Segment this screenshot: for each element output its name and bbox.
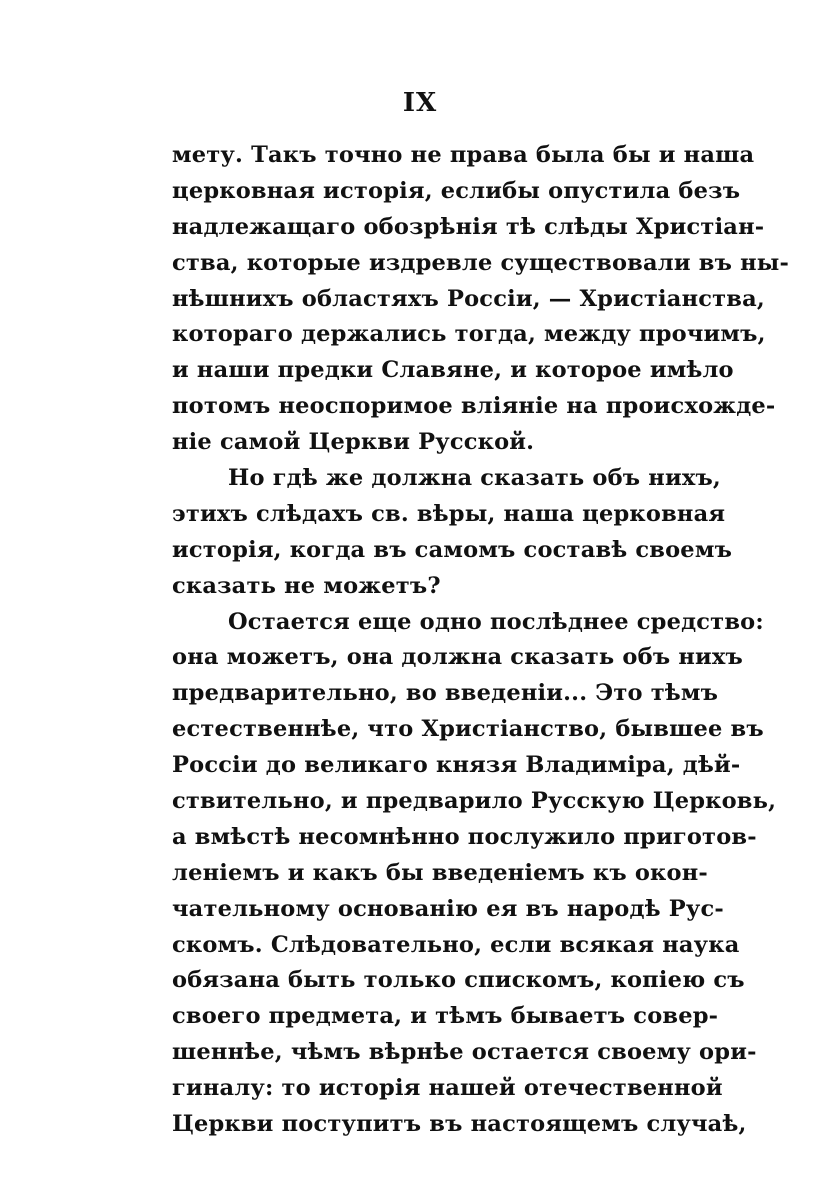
text-line: Остается еще одно послѣднее средство: [228, 608, 764, 635]
text-line: шеннѣе, чѣмъ вѣрнѣе остается своему ори- [172, 1039, 757, 1066]
body-text [172, 138, 790, 1143]
text-line: мету. Такъ точно не права была бы и наша [172, 142, 755, 168]
text-line: ніе самой Церкви Русской. [172, 429, 535, 456]
text-line: скомъ. Слѣдовательно, если всякая наука [172, 931, 740, 958]
text-line: нѣшнихъ областяхъ Россіи, — Христіанства, [172, 285, 765, 312]
text-line: церковная исторія, еслибы опустила безъ [172, 177, 741, 204]
text-line: Но гдѣ же должна сказать объ нихъ, [228, 465, 721, 492]
text-line: обязана быть только спискомъ, копіею съ [172, 967, 745, 994]
text-line: она можетъ, она должна сказать объ нихъ [172, 644, 743, 671]
text-line: надлежащаго обозрѣнія тѣ слѣды Христіан- [172, 213, 765, 240]
text-line: естественнѣе, что Христіанство, бывшее въ [172, 716, 764, 743]
text-line: исторія, когда въ самомъ составѣ своемъ [172, 536, 733, 563]
text-line: а вмѣстѣ несомнѣнно послужило приготов- [172, 823, 757, 850]
text-line: леніемъ и какъ бы введеніемъ къ окон- [172, 859, 708, 886]
text-line: предварительно, во введеніи... Это тѣмъ [172, 680, 719, 707]
text-line: котораго держались тогда, между прочимъ, [172, 321, 766, 348]
text-line: этихъ слѣдахъ св. вѣры, наша церковная [172, 500, 726, 527]
text-line: сказать не можетъ? [172, 572, 441, 599]
text-line: ствительно, и предварило Русскую Церковь, [172, 788, 777, 815]
text-line: своего предмета, и тѣмъ бываетъ совер- [172, 1003, 719, 1030]
page-number: IX [402, 88, 438, 118]
text-line: и наши предки Славяне, и которое имѣло [172, 357, 734, 384]
text-line: Церкви поступитъ въ настоящемъ случаѣ, [172, 1111, 747, 1138]
text-line: потомъ неоспоримое вліяніе на происхожде- [172, 393, 776, 420]
text-line: чательному основанію ея въ народѣ Рус- [172, 895, 724, 922]
text-line: Россіи до великаго князя Владиміра, дѣй- [172, 752, 741, 779]
text-line: гиналу: то исторія нашей отечественной [172, 1075, 723, 1102]
text-line: ства, которые издревле существовали въ ны- [172, 249, 790, 276]
